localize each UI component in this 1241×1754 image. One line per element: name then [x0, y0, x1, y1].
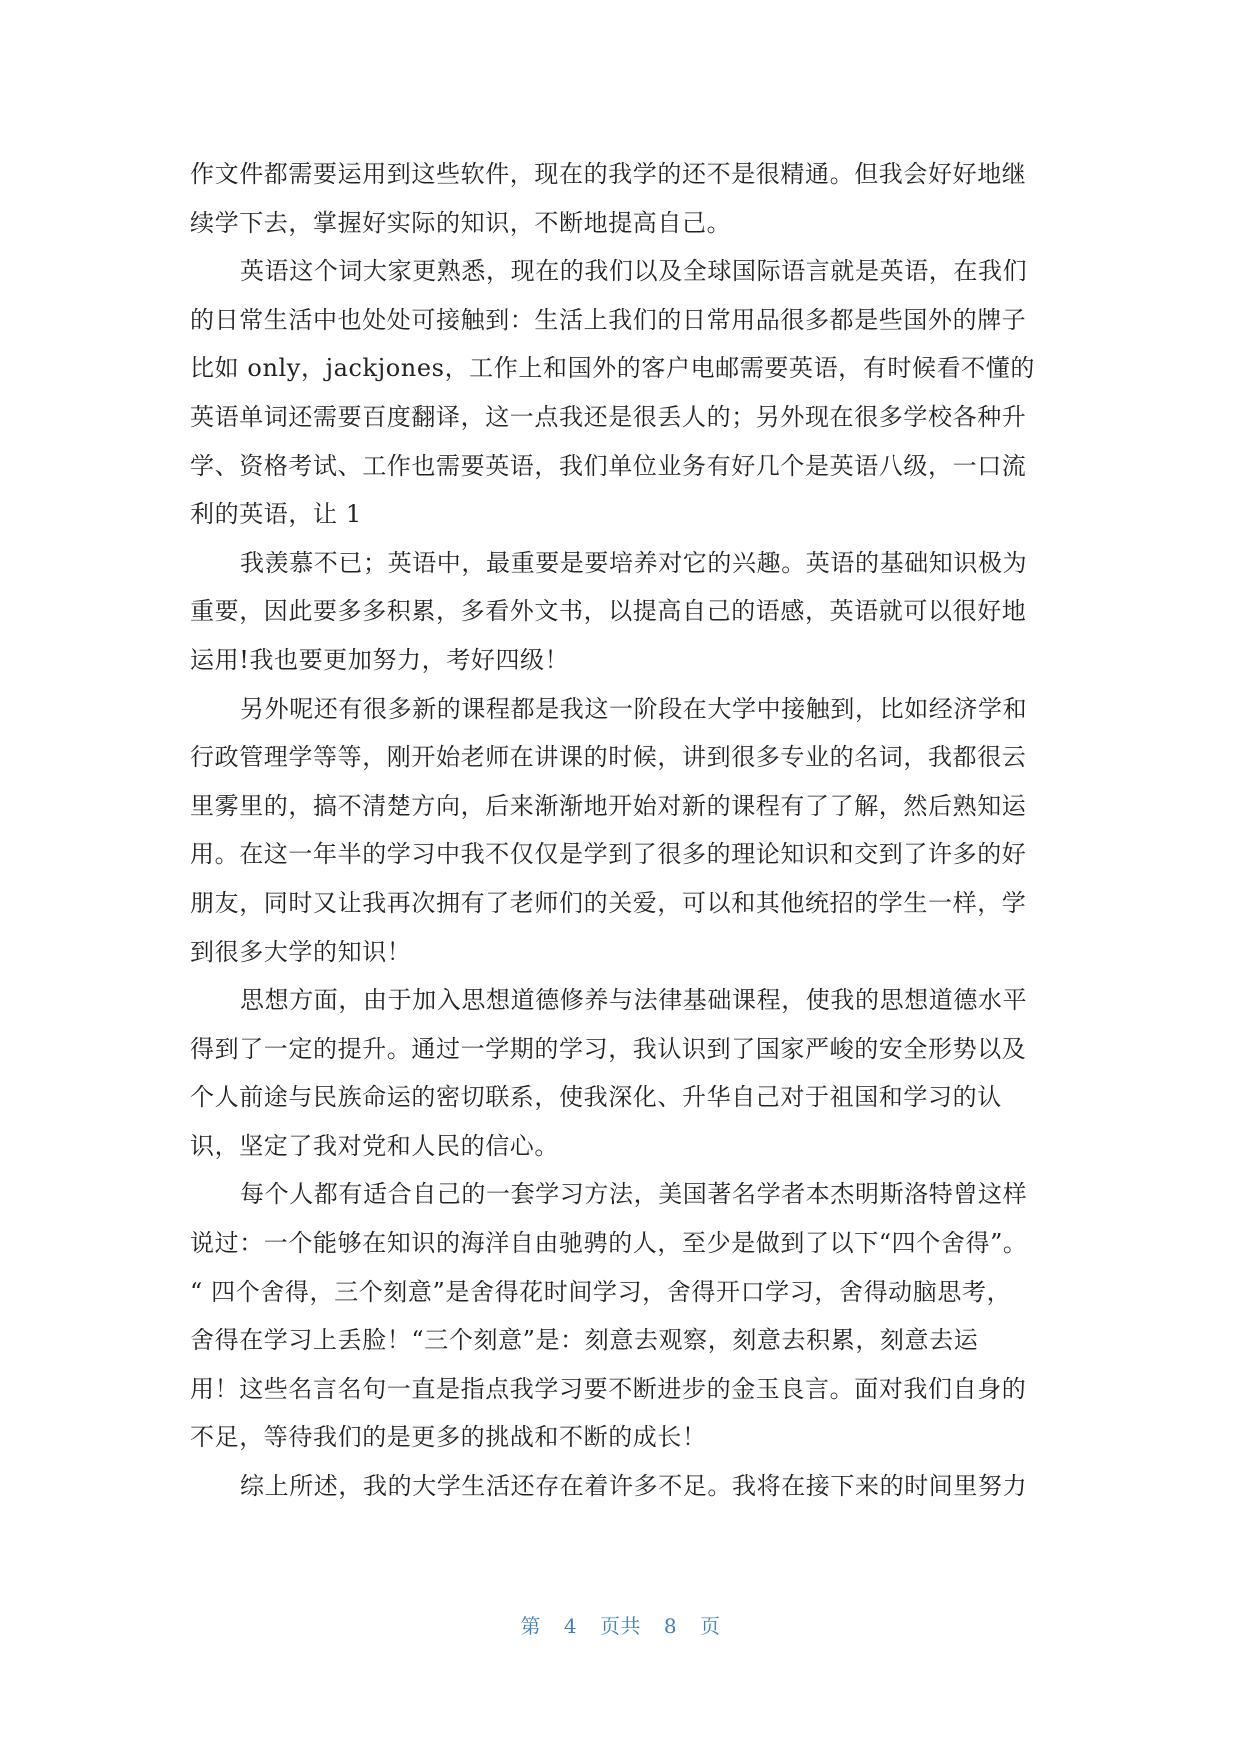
- text-line: 利的英语，让 1: [190, 500, 362, 529]
- text-line: 综上所述，我的大学生活还存在着许多不足。我将在接下来的时间里努力: [240, 1472, 1028, 1501]
- text-line: 每个人都有适合自己的一套学习方法，美国著名学者本杰明斯洛特曾这样: [240, 1180, 1028, 1209]
- footer-current-page: 4: [563, 1614, 578, 1638]
- paragraph: [190, 247, 1045, 539]
- text-line: 另外呢还有很多新的课程都是我这一阶段在大学中接触到，比如经济学和: [240, 694, 1028, 723]
- text-line: 朋友，同时又让我再次拥有了老师们的关爱，可以和其他统招的学生一样，学: [190, 888, 1027, 917]
- paragraph: [190, 1170, 1045, 1462]
- text-line: 英语这个词大家更熟悉，现在的我们以及全球国际语言就是英语，在我们: [240, 257, 1028, 286]
- text-line: 到很多大学的知识！: [190, 937, 412, 966]
- paragraph: [190, 685, 1045, 977]
- text-line: 英语单词还需要百度翻译，这一点我还是很丢人的；另外现在很多学校各种升: [190, 402, 1027, 431]
- paragraph: [190, 1462, 1045, 1511]
- text-line: 个人前途与民族命运的密切联系，使我深化、升华自己对于祖国和学习的认: [190, 1083, 1002, 1112]
- footer-middle: 页共: [600, 1614, 641, 1638]
- footer-suffix: 页: [699, 1614, 721, 1638]
- text-line: 作文件都需要运用到这些软件，现在的我学的还不是很精通。但我会好好地继: [190, 160, 1027, 188]
- footer-prefix: 第: [520, 1614, 542, 1638]
- text-line: 运用!我也要更加努力，考好四级！: [190, 645, 570, 674]
- text-line: 得到了一定的提升。通过一学期的学习，我认识到了国家严峻的安全形势以及: [190, 1034, 1027, 1063]
- text-line: “ 四个舍得，三个刻意”是舍得花时间学习，舍得开口学习，舍得动脑思考，: [190, 1277, 1012, 1306]
- footer-total-pages: 8: [663, 1614, 678, 1638]
- text-line: 里雾里的，搞不清楚方向，后来渐渐地开始对新的课程有了了解，然后熟知运: [190, 791, 1027, 820]
- text-line: 用。在这一年半的学习中我不仅仅是学到了很多的理论知识和交到了许多的好: [190, 840, 1027, 869]
- text-line: 舍得在学习上丢脸！“三个刻意”是：刻意去观察，刻意去积累，刻意去运: [190, 1326, 979, 1355]
- text-line: 用！这些名言名句一直是指点我学习要不断进步的金玉良言。面对我们自身的: [190, 1374, 1027, 1403]
- text-line: 行政管理学等等，刚开始老师在讲课的时候，讲到很多专业的名词，我都很云: [190, 743, 1027, 772]
- page-footer: [0, 1610, 1241, 1639]
- text-line: 我羡慕不已；英语中，最重要是要培养对它的兴趣。英语的基础知识极为: [240, 548, 1028, 577]
- paragraph: [190, 150, 1045, 247]
- text-line: 思想方面，由于加入思想道德修养与法律基础课程，使我的思想道德水平: [240, 986, 1028, 1015]
- text-line: 不足，等待我们的是更多的挑战和不断的成长！: [190, 1423, 707, 1452]
- paragraph: [190, 976, 1045, 1170]
- text-line: 的日常生活中也处处可接触到：生活上我们的日常用品很多都是些国外的牌子: [190, 305, 1027, 334]
- text-line: 学、资格考试、工作也需要英语，我们单位业务有好几个是英语八级，一口流: [190, 451, 1027, 480]
- text-line: 重要，因此要多多积累，多看外文书，以提高自己的语感，英语就可以很好地: [190, 597, 1027, 626]
- text-line: 续学下去，掌握好实际的知识，不断地提高自己。: [190, 208, 732, 237]
- text-line: 说过：一个能够在知识的海洋自由驰骋的人，至少是做到了以下“四个舍得”。: [190, 1229, 1028, 1258]
- paragraph: [190, 539, 1045, 685]
- document-body: [190, 150, 1045, 1511]
- text-line: 识，坚定了我对党和人民的信心。: [190, 1131, 559, 1160]
- text-line: 比如 only，jackjones，工作上和国外的客户电邮需要英语，有时候看不懂的: [190, 354, 1035, 383]
